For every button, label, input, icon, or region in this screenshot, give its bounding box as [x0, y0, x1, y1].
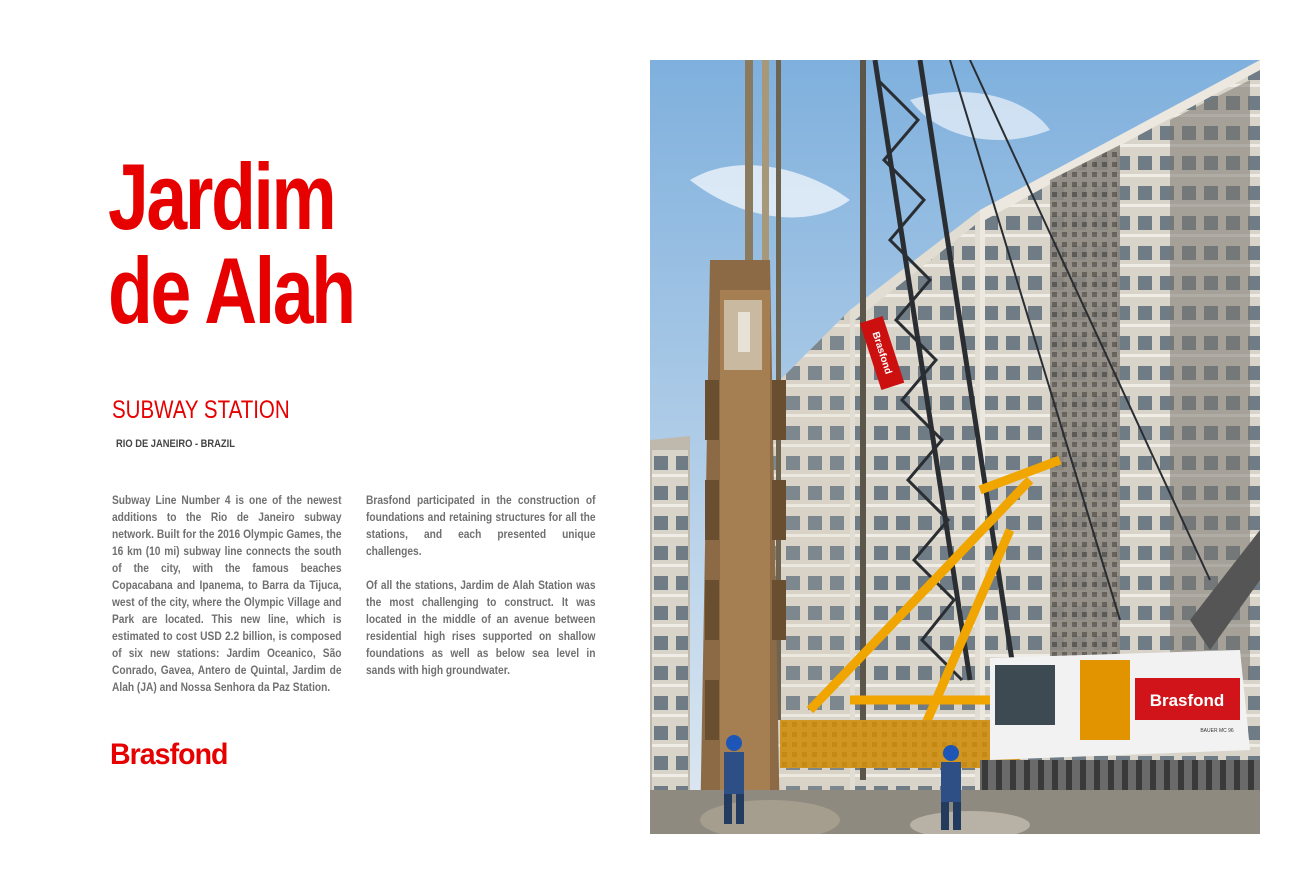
construction-photo	[650, 60, 1260, 834]
location-label: RIO DE JANEIRO - BRAZIL	[116, 438, 235, 450]
machine-model-text: BAUER MC 96	[1200, 728, 1234, 734]
page-title	[108, 144, 354, 343]
paragraph: Subway Line Number 4 is one of the newest additions to the Rio de Janeiro subway network. Built for the 2016 Olympic Games, the 16 km (10 mi) subway line connects the south of the city, with the famous beaches Copacabana and Ipanema, to Barra da Tijuca, west of the city, where the Olympic Village and Park are located. This new line, which is estimated to cost USD 2.2 billion, is composed of six new stations: Jardim Oceanico, São Conrado, Gavea, Antero de Quintal, Jardim de Alah (JA) and Nossa Senhora da Paz Station.	[112, 493, 342, 694]
mast-banner-text: Brasfond	[869, 330, 894, 376]
title-line-2: de Alah	[108, 238, 354, 343]
paragraph: Brasfond participated in the construction of foundations and retaining structures for all the stations, and each presented unique challenges.	[366, 493, 596, 558]
title-line-1: Jardim	[108, 144, 335, 249]
brasfond-logo: Brasfond	[110, 738, 228, 771]
body-column-right	[366, 492, 596, 696]
paragraph: Of all the stations, Jardim de Alah Station was the most challenging to construct. It was located in the middle of an avenue between residential high rises supported on shallow foundations as well as below sea level in sands with high groundwater.	[366, 578, 596, 677]
machine-brand-text: Brasfond	[1149, 691, 1225, 710]
photo-illustration	[650, 60, 1260, 834]
subtitle: SUBWAY STATION	[112, 396, 290, 424]
body-column-left	[112, 492, 342, 713]
